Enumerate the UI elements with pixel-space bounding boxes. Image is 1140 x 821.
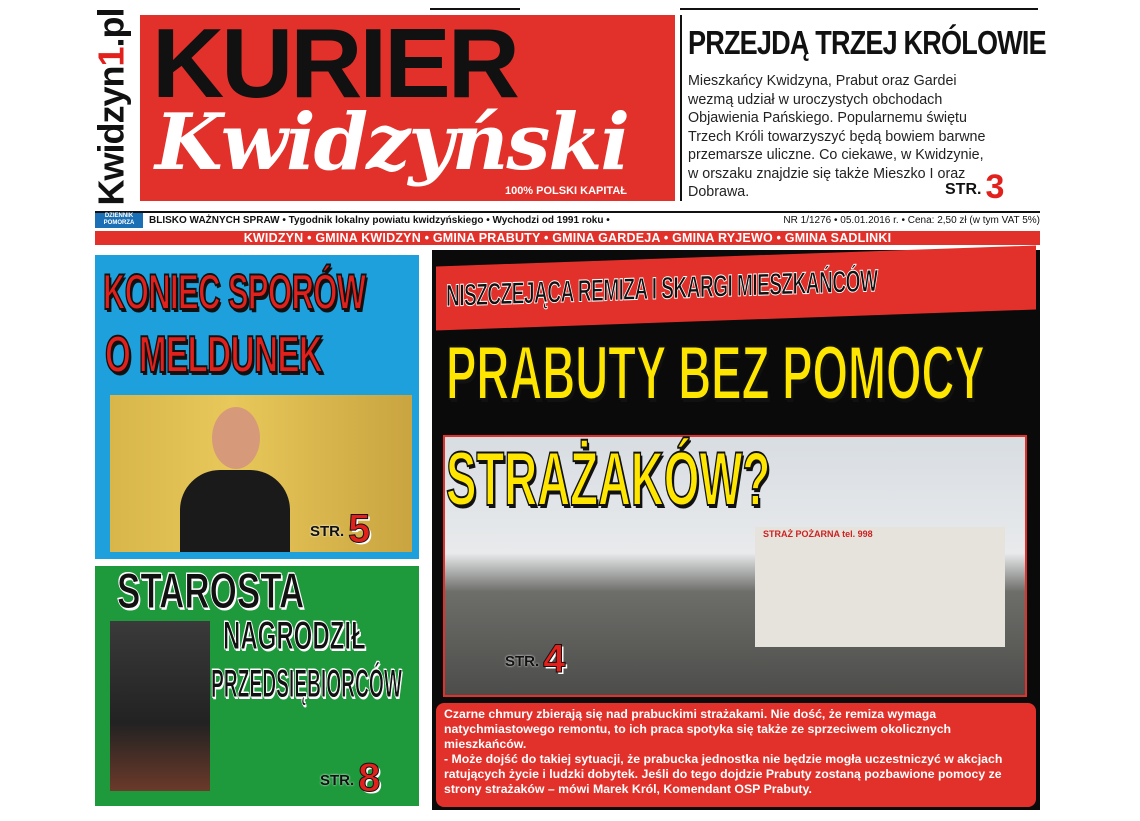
page-number: 5 [348,507,371,551]
page-number: 4 [543,637,566,681]
masthead-title: KURIER [152,8,517,118]
story-headline: KONIEC SPORÓW [103,264,366,320]
photo-building [755,527,1005,647]
main-story-page-ref [505,637,565,682]
photo-sign: STRAŻ POŻARNA tel. 998 [763,529,873,539]
page-label: STR. [310,523,345,540]
main-headline: PRABUTY BEZ POMOCY [446,331,985,416]
story-meldunek[interactable] [95,255,419,559]
story-page-ref [320,756,380,801]
info-left: BLISKO WAŻNYCH SPRAW • Tygodnik lokalny powiatu kwidzyńskiego • Wychodzi od 1991 roku • [149,214,610,226]
main-story[interactable] [432,250,1040,810]
page-label: STR. [320,772,355,789]
info-bar [95,211,1040,227]
main-headline: STRAŻAKÓW? [446,437,771,522]
lead-text: Czarne chmury zbierają się nad prabuckimi strażakami. Nie dość, że remiza wymaga natychmiastowego remontu, to ich praca spotyka się także ze sprzeciwem okolicznych mieszkańców. [444,707,952,751]
logo-text: Kwidzyn [91,66,133,206]
story-starosta[interactable] [95,563,419,806]
masthead [140,8,675,201]
main-story-lead [436,703,1036,807]
top-story-page-ref [945,168,1004,207]
story-headline: STAROSTA [117,563,305,619]
page-number: 8 [358,756,381,800]
story-photo [110,621,210,791]
page-label: STR. [505,653,540,670]
masthead-subtitle: Kwidzyński [155,97,629,188]
divider [680,8,1038,10]
main-story-kicker [436,246,1036,331]
issue-info: NR 1/1276 • 05.01.2016 r. • Cena: 2,50 zł (w tym VAT 5%) [783,214,1040,226]
story-page-ref [310,507,370,552]
top-story-headline[interactable]: PRZEJDĄ TRZEJ KRÓLOWIE [688,24,1046,61]
page-number: 3 [985,168,1005,206]
story-headline: PRZEDSIĘBIORCÓW [211,662,402,706]
page-label: STR. [945,181,982,198]
story-headline: NAGRODZIŁ [223,614,366,658]
top-story-text: Mieszkańcy Kwidzyna, Prabut oraz Gardei wezmą udział w uroczystych obchodach Objawienia Pańskiego. Popularnemu świętu Trzech Króli towarzyszyć będą bowiem barwne przemarsze uliczne. Co ciekawe, w Kwidzynie, w orszaku znajdzie się także Mieszko I oraz Dobrawa. [688,73,986,200]
dziennik-pomorza-logo: DZIENNIK POMORZA [95,213,143,228]
story-headline: O MELDUNEK [105,326,323,384]
photo-person [180,470,290,552]
divider [680,15,682,201]
quote-text: - Może dojść do takiej sytuacji, że prabucka jednostka nie będzie mogła uczestniczyć w akcjach ratujących życie i ludzki dobytek. Jeśli do tego dojdzie Prabuty zostaną pozbawione pomocy ze strony strażaków – mówi Marek Król, Komendant OSP Prabuty. [444,752,1003,796]
kwidzyn1-logo[interactable] [88,8,136,206]
regions-stripe: KWIDZYN • GMINA KWIDZYN • GMINA PRABUTY • GMINA GARDEJA • GMINA RYJEWO • GMINA SADLINKI [95,231,1040,245]
photo-person-head [212,407,260,469]
logo-text: 1 [91,47,133,67]
logo-text: .pl [91,8,133,48]
kicker-text: NISZCZEJĄCA REMIZA I SKARGI MIESZKAŃCÓW [446,263,878,314]
masthead-tagline: 100% POLSKI KAPITAŁ [504,185,627,197]
